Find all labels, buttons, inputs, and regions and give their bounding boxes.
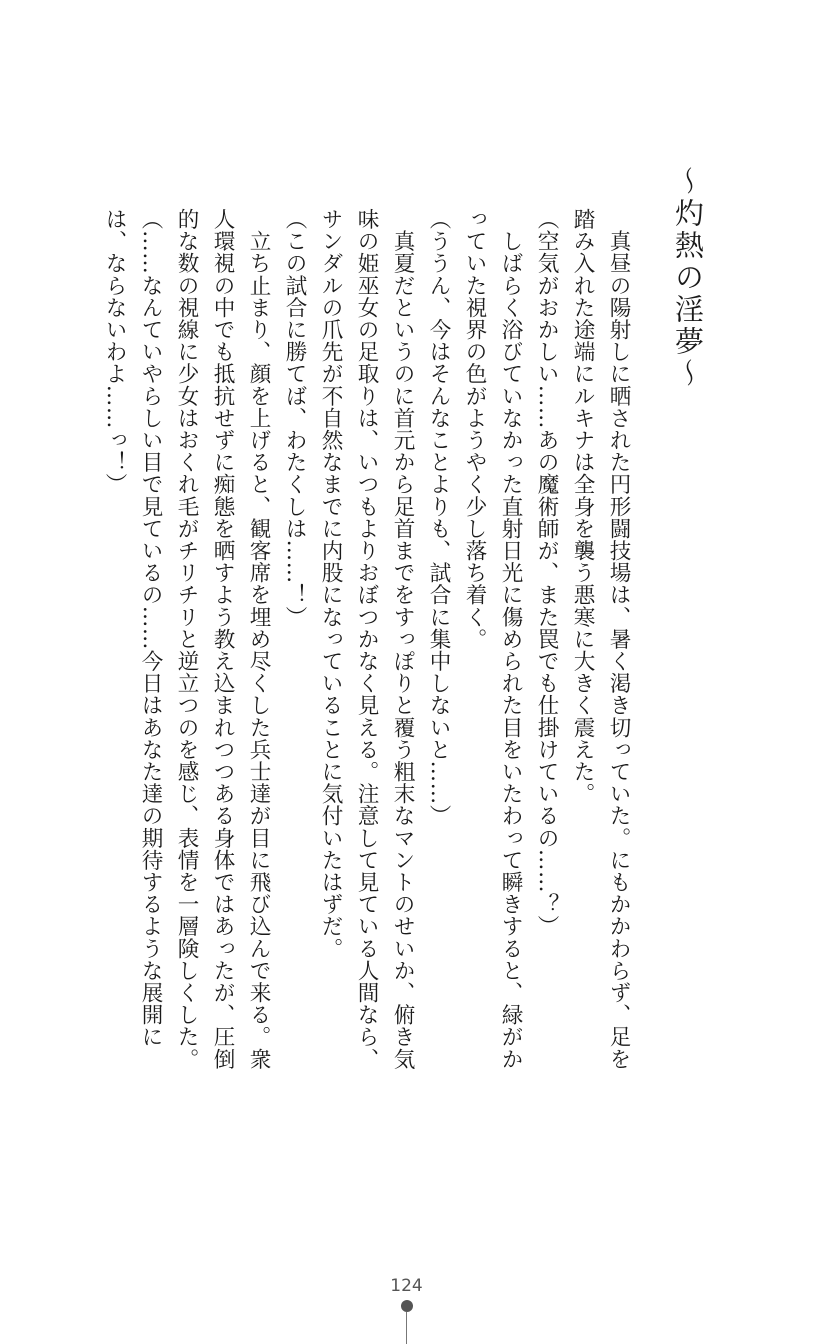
chapter-title: 〜灼熱の淫夢〜 (671, 166, 705, 390)
paragraph: 真昼の陽射しに晒された円形闘技場は、暑く渇き切っていた。にもかかわらず、足を踏み入れた途端にルキナは全身を襲う悪寒に大きく震えた。 (570, 208, 631, 1070)
paragraph: （ううん、今はそんなことよりも、試合に集中しないと……） (426, 208, 451, 827)
page-number: 124 (390, 1276, 423, 1296)
paragraph: （……なんていやらしい目で見ているの……今日はあなた達の期待するような展開には、ならないわよ……っ！） (102, 208, 163, 1048)
page-marker-line (406, 1312, 407, 1344)
paragraph: （この試合に勝てば、わたくしは……！） (282, 208, 307, 628)
paragraph: （空気がおかしい……あの魔術師が、また罠でも仕掛けているの……？） (534, 208, 559, 938)
paragraph: 真夏だというのに首元から足首までをすっぽりと覆う粗末なマントのせいか、俯き気味の姫巫女の足取りは、いつもよりおぼつかなく見える。注意して見ている人間なら、サンダルの爪先が不自然なまでに内股になっていることに気付いたはずだ。 (318, 208, 415, 1070)
paragraph: しばらく浴びていなかった直射日光に傷められた目をいたわって瞬きすると、緑がかっていた視界の色がようやく少し落ち着く。 (462, 208, 523, 1070)
page-marker-dot (401, 1300, 413, 1312)
body-text (104, 208, 636, 1088)
paragraph: 立ち止まり、顔を上げると、観客席を埋め尽くした兵士達が目に飛び込んで来る。衆人環視の中でも抵抗せずに痴態を晒すよう教え込まれつつある身体ではあったが、圧倒的な数の視線に少女はおくれ毛がチリチリと逆立つのを感じ、表情を一層険しくした。 (174, 208, 271, 1070)
